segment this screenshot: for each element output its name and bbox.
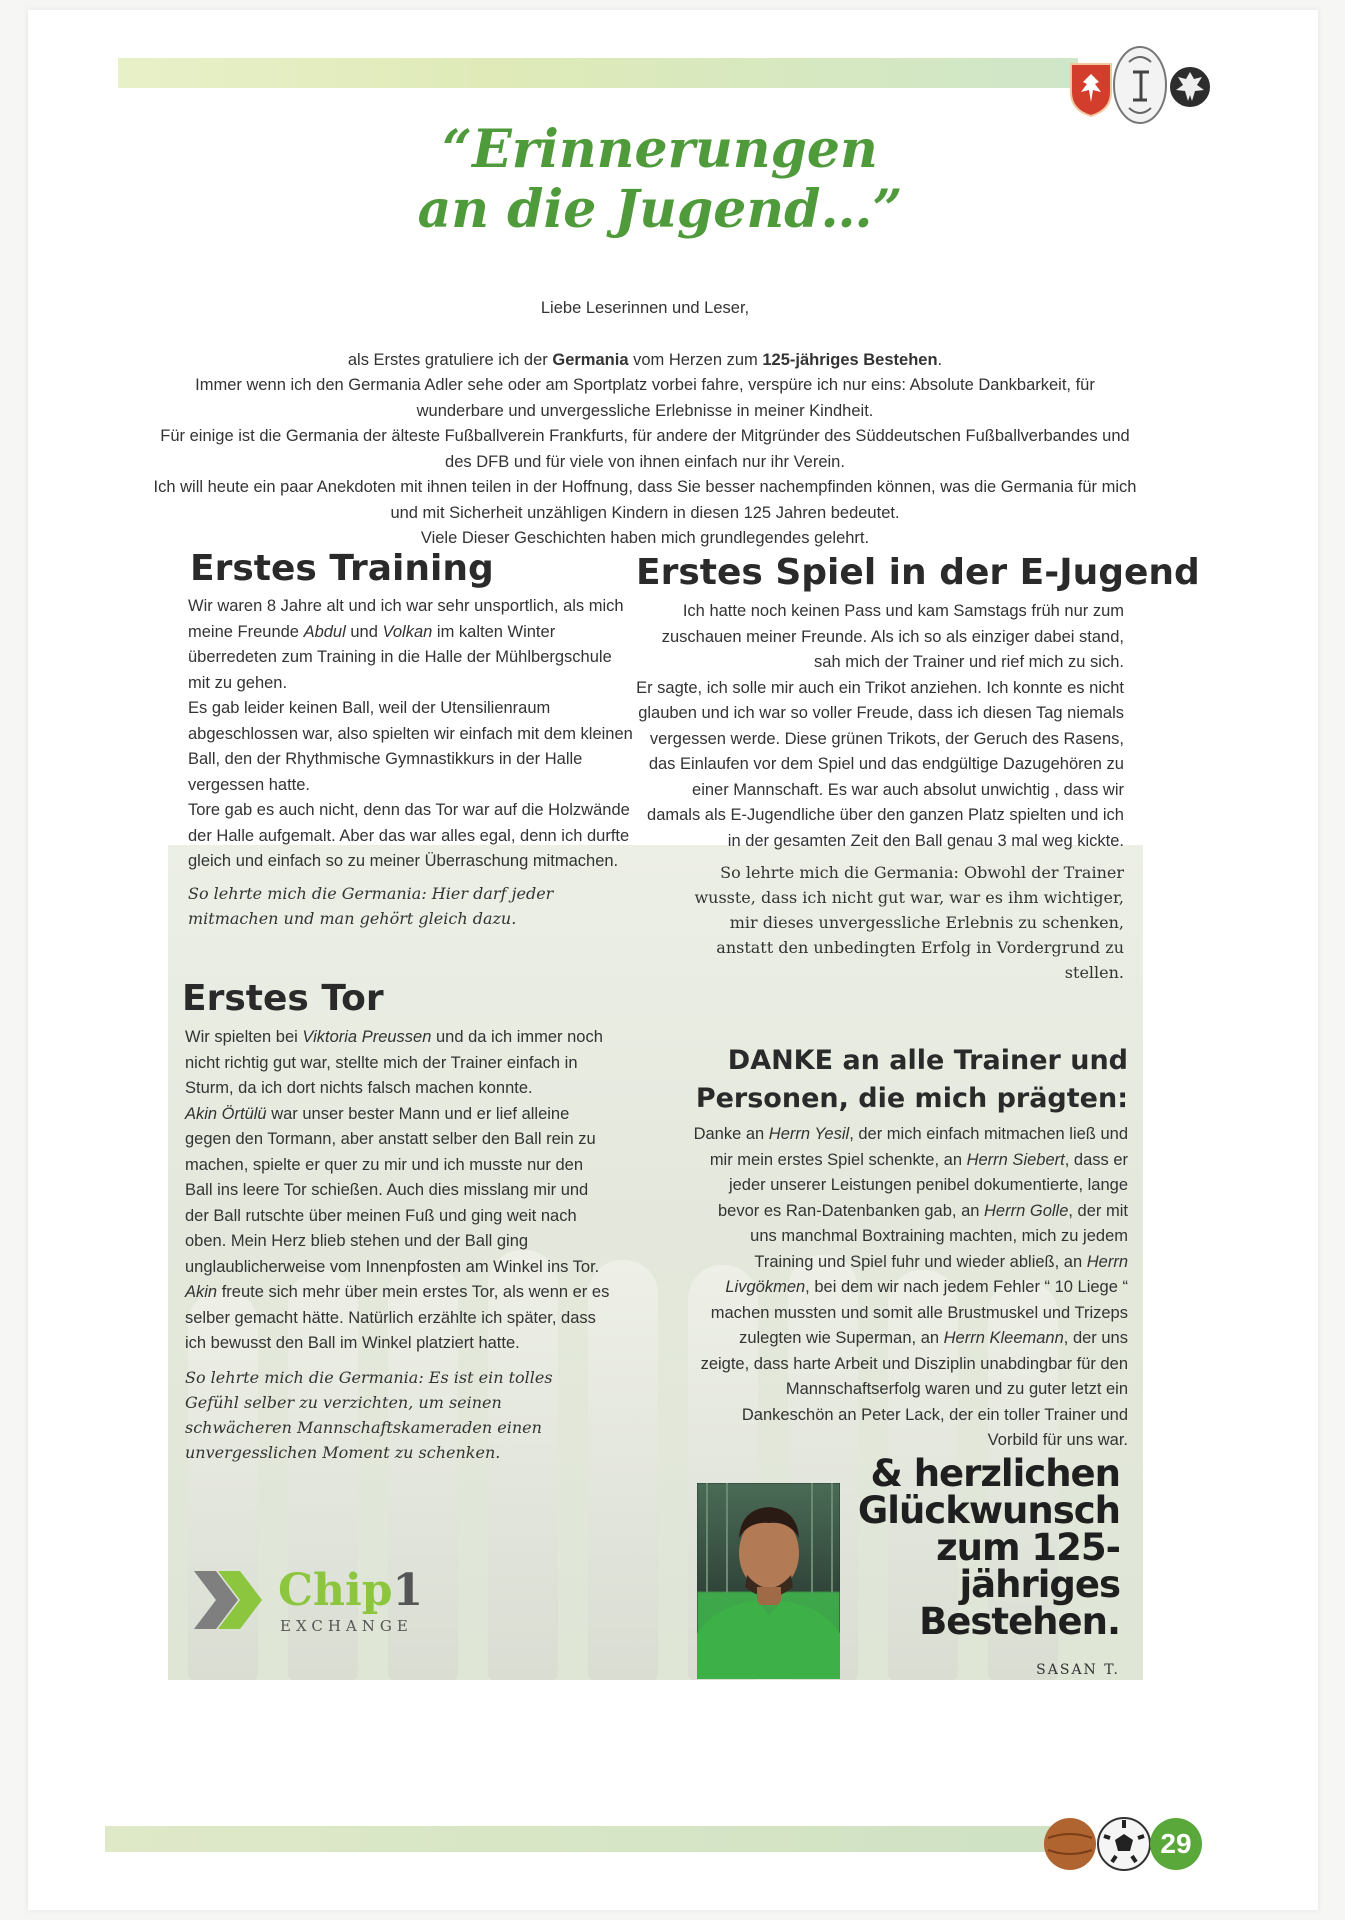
section-heading-training: Erstes Training bbox=[190, 548, 494, 589]
text-fragment: Danke an bbox=[693, 1125, 769, 1143]
title-line-1: “Erinnerungen bbox=[442, 119, 878, 180]
club-name: Germania bbox=[552, 350, 629, 369]
intro-text-fragment: als Erstes gratuliere ich der bbox=[347, 350, 553, 369]
congrats-line-2: Glückwunsch bbox=[857, 1489, 1120, 1532]
person-name: Herrn Yesil bbox=[768, 1125, 850, 1143]
intro-paragraph-3: Für einige ist die Germania der älteste Fußballverein Frankfurts, für andere der Mitgründer des Süddeutschen Fußballverbandes und des DFB und für viele von ihnen einfach nur ihr Verein. bbox=[160, 427, 1130, 471]
congrats-line-4: jähriges bbox=[959, 1563, 1120, 1606]
intro-paragraph-1 bbox=[150, 348, 1140, 374]
page-title bbox=[330, 120, 990, 240]
training-paragraph-3: Tore gab es auch nicht, denn das Tor war auf die Holzwände der Halle aufgemalt. Aber das war alles egal, denn ich durfte gleich und einfach so zu meiner Überraschung mitmachen. bbox=[188, 801, 630, 870]
congrats-line-1: & herzlichen bbox=[870, 1452, 1120, 1495]
congratulations-text bbox=[850, 1452, 1120, 1643]
thanks-text bbox=[690, 1122, 1128, 1454]
text-fragment: Wir spielten bei bbox=[185, 1028, 303, 1046]
author-signature: SASAN T. bbox=[1036, 1662, 1120, 1678]
person-name: Akin bbox=[185, 1283, 218, 1301]
sponsor-name-part: Chip bbox=[278, 1565, 393, 1616]
person-name: Herrn Siebert bbox=[966, 1150, 1065, 1169]
header-band bbox=[118, 58, 1078, 88]
text-fragment: , der uns zeigte, dass harte Arbeit und Disziplin unabdingbar für den Mannschaftserfolg waren und zu guter letzt ein Dankeschön an Peter Lack, der ein toller Trainer und Vorbild für uns war. bbox=[700, 1329, 1128, 1449]
intro-paragraph-2: Immer wenn ich den Germania Adler sehe oder am Sportplatz vorbei fahre, verspüre ich nur eins: Absolute Dankbarkeit, für wunderbare und unvergessliche Erlebnisse in meiner Kindheit. bbox=[195, 376, 1095, 420]
person-name: Herrn Livgökmen bbox=[725, 1252, 1128, 1296]
sponsor-name bbox=[278, 1565, 423, 1617]
thanks-heading-line-2: Personen, die mich prägten: bbox=[695, 1083, 1128, 1114]
text-fragment: und bbox=[345, 622, 383, 641]
jubilee-text: 125-jähriges Bestehen bbox=[762, 350, 938, 369]
first-goal-paragraph-1 bbox=[185, 1025, 615, 1102]
thanks-heading bbox=[640, 1042, 1128, 1118]
soccer-ball-icon bbox=[1096, 1816, 1152, 1872]
text-fragment: im kalten Winter überredeten zum Training in die Halle der Mühlbergschule mit zu gehen. bbox=[188, 622, 612, 692]
page-number: 29 bbox=[1150, 1818, 1202, 1870]
thanks-paragraph bbox=[690, 1122, 1128, 1454]
first-game-paragraph-1: Ich hatte noch keinen Pass und kam Samstags früh nur zum zuschauen meiner Freunde. Als ich so als einziger dabei stand, sah mich der Trainer und rief mich zu sich. bbox=[661, 602, 1124, 671]
section-heading-first-goal: Erstes Tor bbox=[182, 978, 384, 1019]
germania-ornament-crest-icon bbox=[1111, 42, 1169, 128]
sponsor-subtitle: EXCHANGE bbox=[280, 1617, 413, 1635]
text-fragment: und da ich immer noch nicht richtig gut war, stellte mich der Trainer einfach in Sturm, da ich dort nichts falsch machen konnte. bbox=[185, 1028, 603, 1097]
intro-paragraph-5: Viele Dieser Geschichten haben mich grundlegendes gelehrt. bbox=[420, 529, 870, 547]
section-heading-first-game: Erstes Spiel in der E-Jugend bbox=[636, 552, 1200, 593]
training-paragraph-1 bbox=[188, 594, 636, 696]
team-name: Viktoria Preussen bbox=[302, 1028, 432, 1046]
first-goal-text bbox=[185, 1025, 615, 1465]
sponsor-name-part: 1 bbox=[392, 1565, 424, 1616]
author-portrait bbox=[697, 1483, 840, 1679]
text-fragment: war unser bester Mann und er lief alleine gegen den Tormann, aber anstatt selber den Ball rein zu machen, spielte er quer zu mir und ich musste nur den Ball ins leere Tor schießen. Auch dies misslang mir und der Ball rutschte über meinen Fuß und ging weit nach oben. Mein Herz blieb stehen und der Ball ging unglaublicherweise vom Innenpfosten am Winkel ins Tor. bbox=[185, 1104, 600, 1276]
chip1-x-mark-icon bbox=[190, 1567, 266, 1633]
greeting: Liebe Leserinnen und Leser, bbox=[540, 299, 750, 317]
training-text bbox=[188, 594, 636, 931]
text-fragment: freute sich mehr über mein erstes Tor, als wenn er es selber gemacht hätte. Natürlich erzählte ich später, dass ich bewusst den Ball im Winkel platziert hatte. bbox=[185, 1283, 610, 1352]
training-paragraph-2: Es gab leider keinen Ball, weil der Utensilienraum abgeschlossen war, also spielten wir einfach mit dem kleinen Ball, den der Rhythmische Gymnastikkurs in der Halle vergessen hatte. bbox=[188, 699, 633, 794]
text-fragment: Wir waren 8 Jahre alt und ich war sehr unsportlich, als mich meine Freunde bbox=[188, 597, 624, 641]
text-fragment: , bei dem wir nach jedem Fehler “ 10 Liege “ machen mussten und somit alle Brustmuskel und Trizeps zulegten wie Superman, an bbox=[710, 1278, 1128, 1347]
frankfurt-eagle-crest-icon bbox=[1069, 62, 1113, 118]
intro-paragraph-4: Ich will heute ein paar Anekdoten mit ihnen teilen in der Hoffnung, dass Sie besser nachempfinden können, was die Germania für mich und mit Sicherheit unzähligen Kindern in diesen 125 Jahren bedeutet. bbox=[153, 478, 1137, 522]
text-fragment: , dass er jeder unserer Leistungen penibel dokumentierte, lange bevor es Ran-Datenbanken gab, an bbox=[718, 1150, 1128, 1220]
text-fragment: , der mich einfach mitmachen ließ und mir mein erstes Spiel schenkte, an bbox=[709, 1125, 1128, 1169]
person-name: Herrn Golle bbox=[984, 1201, 1069, 1220]
person-name: Abdul bbox=[303, 622, 346, 641]
person-name: Akin Örtülü bbox=[185, 1104, 267, 1123]
congrats-line-3: zum 125- bbox=[936, 1526, 1120, 1569]
first-game-text bbox=[636, 599, 1124, 985]
person-name: Herrn Kleemann bbox=[943, 1329, 1064, 1347]
first-game-paragraph-2: Er sagte, ich solle mir auch ein Trikot anziehen. Ich konnte es nicht glauben und ich war so voller Freude, dass ich diesen Tag niemals vergessen werde. Diese grünen Trikots, der Geruch des Rasens, das Einlaufen vor dem Spiel und das endgültige Dazugehören zu einer Mannschaft. Es war auch absolut unwichtig , dass wir damals als E-Jugendliche über den ganzen Platz spielten und ich in der gesamten Zeit den Ball genau 3 mal weg kickte. bbox=[636, 678, 1124, 850]
title-line-2: an die Jugend…” bbox=[417, 179, 903, 240]
first-goal-lesson: So lehrte mich die Germania: Es ist ein tolles Gefühl selber zu verzichten, um seinen schwächeren Mannschaftskameraden einen unvergesslichen Moment zu schenken. bbox=[185, 1367, 553, 1462]
first-game-lesson: So lehrte mich die Germania: Obwohl der Trainer wusste, dass ich nicht gut war, war es ihm wichtiger, mir dieses unvergessliche Erlebnis zu schenken, anstatt den unbedingten Erfolg in Vordergrund zu stellen. bbox=[694, 863, 1124, 982]
crest-group bbox=[1065, 40, 1215, 130]
text-fragment: , der mit uns manchmal Boxtraining machten, mich zu jedem Training und Spiel fuhr und wieder abließ, an bbox=[750, 1201, 1128, 1271]
thanks-heading-line-1: DANKE an alle Trainer und bbox=[727, 1045, 1128, 1076]
intro-text-fragment: . bbox=[937, 350, 943, 369]
leather-ball-icon bbox=[1042, 1816, 1098, 1872]
intro-text bbox=[150, 296, 1140, 552]
intro-text-fragment: vom Herzen zum bbox=[628, 350, 763, 369]
eintracht-eagle-crest-icon bbox=[1167, 62, 1213, 112]
person-name: Volkan bbox=[382, 622, 433, 641]
training-lesson: So lehrte mich die Germania: Hier darf jeder mitmachen und man gehört gleich dazu. bbox=[188, 883, 554, 928]
sponsor-logo bbox=[190, 1565, 440, 1635]
portrait-figure-icon bbox=[697, 1483, 840, 1679]
first-goal-paragraph-2 bbox=[185, 1102, 615, 1357]
congrats-line-5: Bestehen. bbox=[919, 1600, 1120, 1643]
footer-band bbox=[105, 1826, 1055, 1852]
